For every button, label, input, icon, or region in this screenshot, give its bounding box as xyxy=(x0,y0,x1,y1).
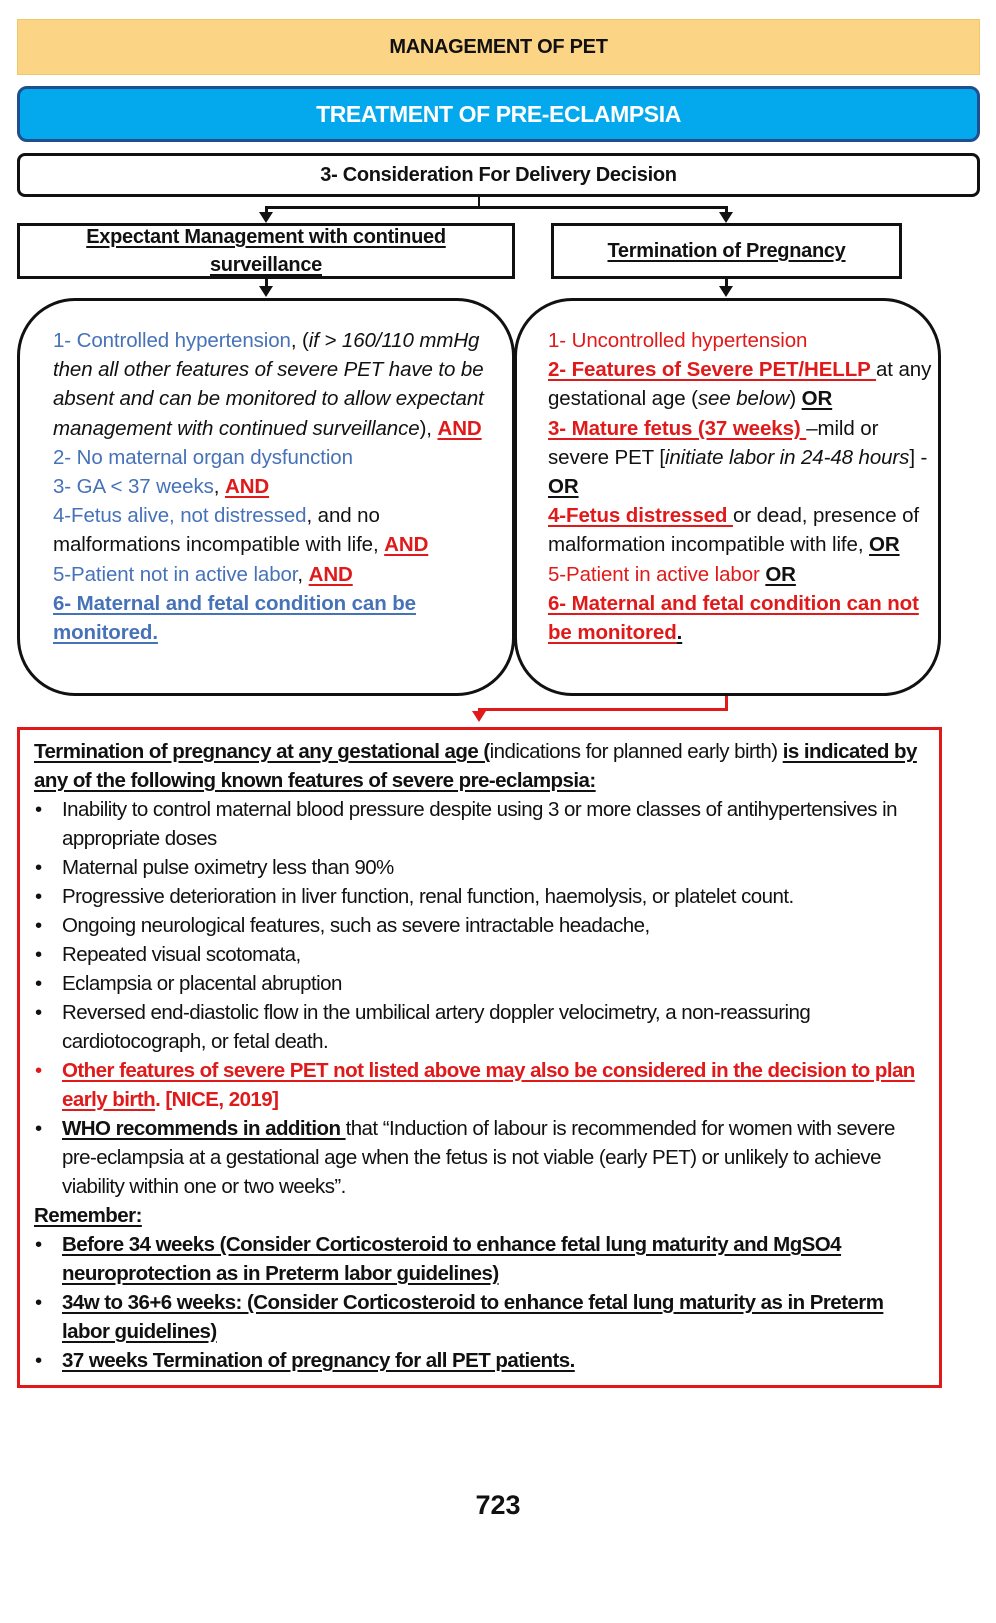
expectant-title-line1: Expectant Management with continued xyxy=(86,226,446,248)
termination-item-5: 5-Patient in active labor OR xyxy=(548,562,796,586)
list-item: • Eclampsia or placental abruption xyxy=(34,969,929,998)
treatment-banner xyxy=(17,86,980,142)
or-connector: OR xyxy=(801,387,833,411)
list-item: • Repeated visual scotomata, xyxy=(34,940,929,969)
section-banner xyxy=(17,19,980,75)
termination-item-4: 4-Fetus distressed or dead, presence of malformation incompatible with life, OR xyxy=(548,504,919,557)
expectant-item-3: 3- GA < 37 weeks, AND xyxy=(53,475,270,499)
arrow-down-icon xyxy=(719,286,733,297)
expectant-item-4: 4-Fetus alive, not distressed, and no malformations incompatible with life, AND xyxy=(53,504,429,557)
list-item: • Ongoing neurological features, such as severe intractable headache, xyxy=(34,911,929,940)
or-connector: OR xyxy=(765,562,796,586)
list-item-nice: • Other features of severe PET not listed above may also be considered in the decision to plan early birth. [NICE, 2019] xyxy=(34,1056,929,1114)
list-item: • Inability to control maternal blood pressure despite using 3 or more classes of antihypertensives in appropriate doses xyxy=(34,795,929,853)
termination-item-1: 1- Uncontrolled hypertension xyxy=(548,329,808,352)
termination-item-3: 3- Mature fetus (37 weeks) –mild or severe PET [initiate labor in 24-48 hours] - OR xyxy=(548,416,928,499)
termination-item-2: 2- Features of Severe PET/HELLP at any gestational age (see below) OR xyxy=(548,358,932,411)
expectant-title-line2: surveillance xyxy=(209,254,322,276)
severe-features-list xyxy=(34,795,929,1201)
expectant-item-6: 6- Maternal and fetal condition can be monitored. xyxy=(53,591,416,645)
section-title: MANAGEMENT OF PET xyxy=(389,35,608,58)
and-connector: AND xyxy=(308,562,353,586)
termination-item-6: 6- Maternal and fetal condition can not be monitored. xyxy=(548,591,919,645)
page-number: 723 xyxy=(475,1490,521,1520)
list-item: • Maternal pulse oximetry less than 90% xyxy=(34,853,929,882)
severe-features-heading: Termination of pregnancy at any gestational age (indications for planned early birth) is indicated by any of the following known features of severe pre-eclampsia: xyxy=(34,740,917,792)
connector-horizontal xyxy=(265,206,728,209)
termination-criteria-box xyxy=(514,298,941,696)
expectant-management-header xyxy=(17,223,515,279)
list-item: • Reversed end-diastolic flow in the umbilical artery doppler velocimetry, a non-reassuring cardiotocograph, or fetal death. xyxy=(34,998,929,1056)
remember-label: Remember: xyxy=(34,1204,142,1227)
expectant-criteria-box xyxy=(17,298,515,696)
consideration-box xyxy=(17,153,980,197)
consideration-title: 3- Consideration For Delivery Decision xyxy=(320,163,677,186)
list-item: • 37 weeks Termination of pregnancy for all PET patients. xyxy=(34,1346,929,1375)
expectant-item-2: 2- No maternal organ dysfunction xyxy=(53,445,353,469)
severe-features-box xyxy=(17,727,942,1388)
red-connector-horizontal xyxy=(478,708,728,711)
or-connector: OR xyxy=(869,533,900,557)
and-connector: AND xyxy=(224,475,270,499)
or-connector: OR xyxy=(548,475,579,499)
expectant-item-1: 1- Controlled hypertension, (if > 160/110 mmHg then all other features of severe PET have to be absent and can be monitored to allow expectant management with continued surveillance), AND xyxy=(53,329,484,440)
list-item-who: • WHO recommends in addition that “Induction of labour is recommended for women with severe pre-eclampsia at a gestational age when the fetus is not viable (early PET) or unlikely to achieve viability within one or two weeks”. xyxy=(34,1114,929,1201)
treatment-title: TREATMENT OF PRE-ECLAMPSIA xyxy=(316,100,681,127)
arrow-down-icon xyxy=(259,286,273,297)
termination-title: Termination of Pregnancy xyxy=(607,240,846,262)
termination-header xyxy=(551,223,902,279)
expectant-item-5: 5-Patient not in active labor, AND xyxy=(53,562,353,586)
list-item: • Progressive deterioration in liver function, renal function, haemolysis, or platelet count. xyxy=(34,882,929,911)
list-item: • Before 34 weeks (Consider Corticosteroid to enhance fetal lung maturity and MgSO4 neuroprotection as in Preterm labor guidelines) xyxy=(34,1230,929,1288)
remember-list xyxy=(34,1230,929,1375)
arrow-down-icon xyxy=(719,212,733,223)
list-item: • 34w to 36+6 weeks: (Consider Corticosteroid to enhance fetal lung maturity as in Preterm labor guidelines) xyxy=(34,1288,929,1346)
and-connector: AND xyxy=(437,416,482,440)
and-connector: AND xyxy=(384,533,429,557)
arrow-down-icon xyxy=(259,212,273,223)
red-arrow-down-icon xyxy=(472,711,486,722)
